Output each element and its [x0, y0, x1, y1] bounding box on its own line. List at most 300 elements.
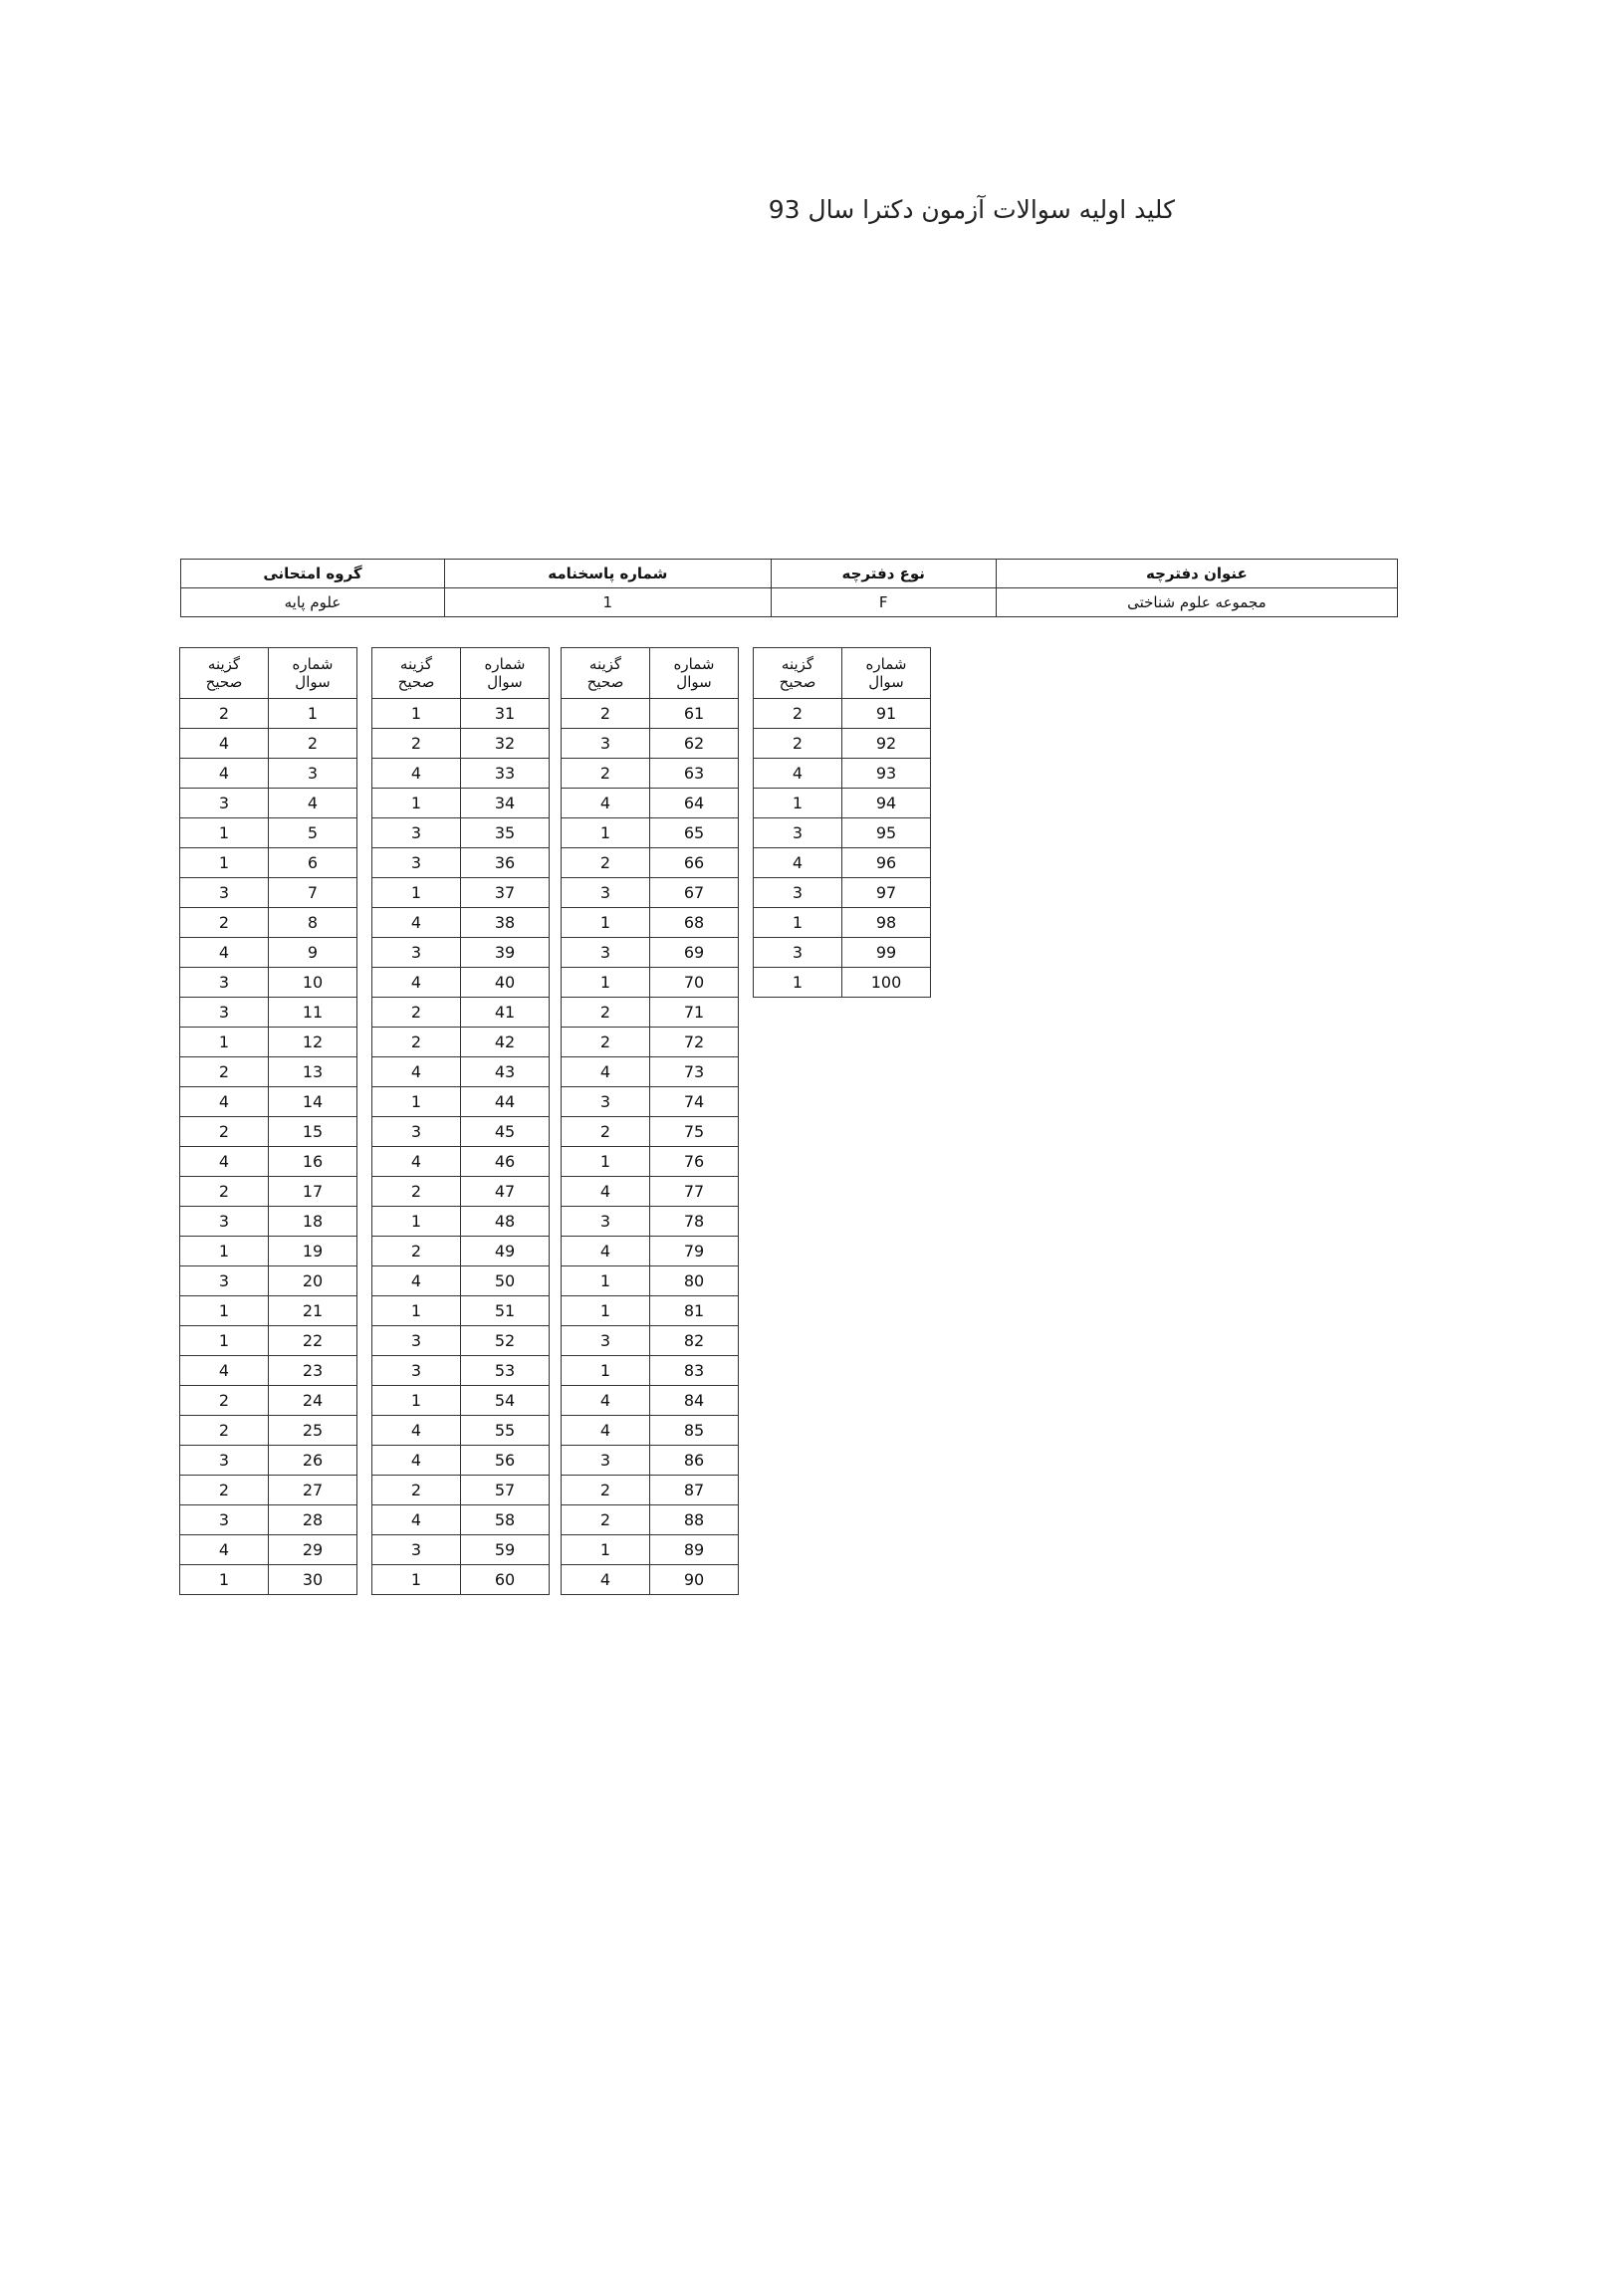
correct-option: 3: [562, 1446, 650, 1476]
correct-option: 1: [372, 789, 461, 818]
question-number: 51: [461, 1296, 550, 1326]
correct-option: 1: [754, 968, 842, 998]
correct-option: 4: [372, 1446, 461, 1476]
correct-option: 3: [562, 1087, 650, 1117]
correct-option: 1: [180, 1326, 269, 1356]
correct-option: 2: [180, 1476, 269, 1505]
correct-option: 1: [562, 1535, 650, 1565]
answer-row: [562, 759, 739, 789]
correct-option: 4: [754, 759, 842, 789]
answer-row: [754, 759, 931, 789]
exam-group-value: علوم پایه: [181, 588, 445, 617]
info-value-row: [181, 588, 1398, 617]
correct-option: 3: [180, 1266, 269, 1296]
answer-key-table: [179, 647, 357, 1595]
question-number: 36: [461, 848, 550, 878]
answer-row: [562, 1505, 739, 1535]
question-number: 33: [461, 759, 550, 789]
correct-option: 4: [180, 1356, 269, 1386]
answer-row: [562, 908, 739, 938]
answer-row: [180, 789, 357, 818]
correct-option: 4: [180, 1147, 269, 1177]
booklet-info-table: [180, 559, 1398, 617]
correct-option: 1: [372, 1386, 461, 1416]
answer-row: [372, 1505, 550, 1535]
correct-option: 4: [372, 759, 461, 789]
question-number: 30: [269, 1565, 357, 1595]
question-number: 92: [842, 729, 931, 759]
booklet-title-value: مجموعه علوم شناختی: [996, 588, 1397, 617]
question-number: 79: [650, 1237, 739, 1266]
question-number: 44: [461, 1087, 550, 1117]
correct-option: 4: [562, 789, 650, 818]
question-number: 54: [461, 1386, 550, 1416]
answer-row: [562, 1386, 739, 1416]
answer-row: [180, 1416, 357, 1446]
correct-option: 4: [372, 1057, 461, 1087]
answer-row: [562, 968, 739, 998]
answer-row: [562, 699, 739, 729]
correct-option: 3: [180, 1505, 269, 1535]
correct-option: 3: [372, 848, 461, 878]
answer-row: [562, 878, 739, 908]
answer-row: [180, 1177, 357, 1207]
question-number: 29: [269, 1535, 357, 1565]
question-number: 90: [650, 1565, 739, 1595]
question-number: 3: [269, 759, 357, 789]
question-number-header: شماره سوال: [842, 648, 931, 699]
question-number: 8: [269, 908, 357, 938]
question-number: 94: [842, 789, 931, 818]
answer-row: [180, 1356, 357, 1386]
question-number: 80: [650, 1266, 739, 1296]
answer-row: [372, 848, 550, 878]
question-number: 86: [650, 1446, 739, 1476]
question-number: 83: [650, 1356, 739, 1386]
question-number: 41: [461, 998, 550, 1028]
answer-row: [562, 938, 739, 968]
correct-option: 3: [372, 818, 461, 848]
question-number: 47: [461, 1177, 550, 1207]
correct-option: 1: [180, 1565, 269, 1595]
correct-option: 2: [372, 998, 461, 1028]
correct-option: 2: [372, 729, 461, 759]
answer-row: [180, 1326, 357, 1356]
question-number: 52: [461, 1326, 550, 1356]
correct-option: 2: [562, 998, 650, 1028]
answer-row: [562, 1117, 739, 1147]
answer-row: [562, 1296, 739, 1326]
answer-row: [180, 1237, 357, 1266]
question-number: 67: [650, 878, 739, 908]
answer-row: [754, 848, 931, 878]
correct-option: 1: [754, 908, 842, 938]
question-number-header: شماره سوال: [650, 648, 739, 699]
correct-option: 3: [372, 1535, 461, 1565]
answer-row: [372, 1356, 550, 1386]
correct-option: 2: [180, 1057, 269, 1087]
question-number: 32: [461, 729, 550, 759]
answer-row: [180, 1117, 357, 1147]
question-number: 98: [842, 908, 931, 938]
question-number: 49: [461, 1237, 550, 1266]
correct-option: 3: [180, 1207, 269, 1237]
answer-key-header-row: [180, 648, 357, 699]
correct-option: 4: [562, 1386, 650, 1416]
answer-row: [372, 1117, 550, 1147]
correct-option-header: گزینه صحیح: [754, 648, 842, 699]
correct-option: 4: [180, 759, 269, 789]
correct-option: 2: [372, 1237, 461, 1266]
correct-option: 3: [180, 1446, 269, 1476]
question-number: 55: [461, 1416, 550, 1446]
correct-option: 4: [372, 1147, 461, 1177]
answer-row: [180, 848, 357, 878]
question-number: 10: [269, 968, 357, 998]
correct-option: 3: [562, 1326, 650, 1356]
answer-row: [372, 1565, 550, 1595]
question-number: 2: [269, 729, 357, 759]
correct-option: 2: [372, 1476, 461, 1505]
correct-option: 4: [372, 1416, 461, 1446]
answer-row: [372, 938, 550, 968]
correct-option: 3: [180, 789, 269, 818]
correct-option: 3: [372, 1356, 461, 1386]
answer-row: [372, 1535, 550, 1565]
answer-row: [180, 729, 357, 759]
correct-option: 1: [562, 1266, 650, 1296]
answer-row: [562, 789, 739, 818]
info-header-row: [181, 560, 1398, 588]
question-number: 88: [650, 1505, 739, 1535]
correct-option: 3: [562, 1207, 650, 1237]
question-number: 45: [461, 1117, 550, 1147]
question-number: 46: [461, 1147, 550, 1177]
answer-row: [372, 818, 550, 848]
correct-option: 4: [372, 1505, 461, 1535]
question-number: 85: [650, 1416, 739, 1446]
correct-option: 3: [754, 878, 842, 908]
answer-row: [180, 1028, 357, 1057]
question-number: 9: [269, 938, 357, 968]
answer-row: [562, 1057, 739, 1087]
answer-key-header-row: [562, 648, 739, 699]
question-number: 21: [269, 1296, 357, 1326]
correct-option: 4: [372, 968, 461, 998]
correct-option: 2: [562, 1117, 650, 1147]
question-number: 65: [650, 818, 739, 848]
question-number: 13: [269, 1057, 357, 1087]
answer-row: [180, 968, 357, 998]
correct-option: 2: [180, 908, 269, 938]
answer-row: [754, 968, 931, 998]
question-number: 60: [461, 1565, 550, 1595]
question-number: 57: [461, 1476, 550, 1505]
answer-row: [562, 848, 739, 878]
answer-row: [372, 1177, 550, 1207]
correct-option: 4: [180, 938, 269, 968]
correct-option: 4: [754, 848, 842, 878]
correct-option: 2: [372, 1177, 461, 1207]
question-number: 89: [650, 1535, 739, 1565]
question-number: 59: [461, 1535, 550, 1565]
question-number: 77: [650, 1177, 739, 1207]
answer-row: [372, 1087, 550, 1117]
question-number: 35: [461, 818, 550, 848]
correct-option: 1: [180, 1028, 269, 1057]
correct-option: 4: [562, 1416, 650, 1446]
correct-option: 1: [372, 1565, 461, 1595]
answer-row: [562, 998, 739, 1028]
question-number: 58: [461, 1505, 550, 1535]
answer-row: [754, 878, 931, 908]
answer-row: [372, 968, 550, 998]
correct-option: 4: [372, 1266, 461, 1296]
question-number: 63: [650, 759, 739, 789]
correct-option: 2: [754, 729, 842, 759]
correct-option: 2: [562, 759, 650, 789]
correct-option: 2: [562, 848, 650, 878]
answer-row: [180, 878, 357, 908]
booklet-type-header: نوع دفترچه: [771, 560, 996, 588]
correct-option: 4: [562, 1057, 650, 1087]
question-number: 31: [461, 699, 550, 729]
answer-key-table: [371, 647, 550, 1595]
answer-sheet-number-header: شماره پاسخنامه: [444, 560, 771, 588]
correct-option: 3: [562, 938, 650, 968]
answer-row: [754, 729, 931, 759]
question-number: 6: [269, 848, 357, 878]
correct-option: 3: [562, 729, 650, 759]
answer-row: [180, 759, 357, 789]
question-number: 22: [269, 1326, 357, 1356]
correct-option: 2: [180, 1117, 269, 1147]
correct-option: 1: [562, 1147, 650, 1177]
correct-option: 3: [180, 878, 269, 908]
correct-option: 1: [562, 908, 650, 938]
correct-option: 2: [562, 1028, 650, 1057]
question-number: 24: [269, 1386, 357, 1416]
question-number: 48: [461, 1207, 550, 1237]
question-number: 97: [842, 878, 931, 908]
answer-row: [562, 1237, 739, 1266]
answer-row: [754, 699, 931, 729]
answer-row: [372, 1386, 550, 1416]
answer-row: [372, 729, 550, 759]
answer-row: [372, 699, 550, 729]
answer-key-table: [753, 647, 931, 998]
answer-row: [562, 1326, 739, 1356]
answer-row: [372, 1207, 550, 1237]
question-number: 34: [461, 789, 550, 818]
question-number: 69: [650, 938, 739, 968]
correct-option: 3: [372, 1117, 461, 1147]
question-number: 20: [269, 1266, 357, 1296]
answer-row: [562, 818, 739, 848]
correct-option: 4: [180, 729, 269, 759]
answer-row: [372, 1326, 550, 1356]
question-number: 100: [842, 968, 931, 998]
question-number: 87: [650, 1476, 739, 1505]
answer-row: [562, 1476, 739, 1505]
correct-option: 1: [372, 1207, 461, 1237]
correct-option: 3: [180, 998, 269, 1028]
answer-row: [180, 818, 357, 848]
correct-option-header: گزینه صحیح: [562, 648, 650, 699]
answer-key-header-row: [372, 648, 550, 699]
answer-row: [754, 789, 931, 818]
answer-row: [562, 1266, 739, 1296]
question-number: 68: [650, 908, 739, 938]
answer-row: [180, 1207, 357, 1237]
question-number: 95: [842, 818, 931, 848]
exam-group-header: گروه امتحانی: [181, 560, 445, 588]
answer-row: [180, 1386, 357, 1416]
correct-option: 4: [562, 1237, 650, 1266]
answer-row: [562, 1177, 739, 1207]
answer-row: [180, 1266, 357, 1296]
answer-row: [372, 1237, 550, 1266]
answer-row: [372, 1476, 550, 1505]
question-number: 40: [461, 968, 550, 998]
question-number: 42: [461, 1028, 550, 1057]
answer-row: [562, 1446, 739, 1476]
question-number: 25: [269, 1416, 357, 1446]
question-number: 93: [842, 759, 931, 789]
question-number: 78: [650, 1207, 739, 1237]
answer-row: [562, 1207, 739, 1237]
answer-row: [562, 1356, 739, 1386]
question-number: 82: [650, 1326, 739, 1356]
question-number: 7: [269, 878, 357, 908]
question-number: 12: [269, 1028, 357, 1057]
question-number: 75: [650, 1117, 739, 1147]
correct-option: 2: [562, 1505, 650, 1535]
answer-row: [180, 908, 357, 938]
answer-row: [180, 1087, 357, 1117]
correct-option: 1: [372, 699, 461, 729]
answer-row: [562, 1087, 739, 1117]
page-title: کلید اولیه سوالات آزمون دکترا سال 93: [768, 195, 1175, 224]
question-number: 73: [650, 1057, 739, 1087]
answer-row: [372, 908, 550, 938]
correct-option: 3: [372, 1326, 461, 1356]
correct-option: 2: [562, 1476, 650, 1505]
answer-row: [372, 1028, 550, 1057]
answer-row: [180, 1476, 357, 1505]
answer-row: [180, 699, 357, 729]
answer-row: [180, 1446, 357, 1476]
correct-option: 1: [562, 1356, 650, 1386]
answer-key-header-row: [754, 648, 931, 699]
question-number: 56: [461, 1446, 550, 1476]
correct-option: 1: [562, 968, 650, 998]
question-number: 27: [269, 1476, 357, 1505]
answer-row: [562, 729, 739, 759]
question-number: 15: [269, 1117, 357, 1147]
correct-option: 2: [180, 699, 269, 729]
question-number: 26: [269, 1446, 357, 1476]
question-number: 96: [842, 848, 931, 878]
correct-option: 1: [754, 789, 842, 818]
question-number: 81: [650, 1296, 739, 1326]
correct-option: 2: [562, 699, 650, 729]
answer-key-table: [561, 647, 739, 1595]
question-number: 61: [650, 699, 739, 729]
correct-option: 2: [754, 699, 842, 729]
answer-row: [180, 938, 357, 968]
question-number: 37: [461, 878, 550, 908]
question-number: 64: [650, 789, 739, 818]
answer-row: [372, 1147, 550, 1177]
answer-row: [372, 1296, 550, 1326]
booklet-type-value: F: [771, 588, 996, 617]
question-number: 38: [461, 908, 550, 938]
answer-row: [180, 1505, 357, 1535]
correct-option: 3: [372, 938, 461, 968]
question-number: 11: [269, 998, 357, 1028]
answer-row: [562, 1416, 739, 1446]
question-number-header: شماره سوال: [269, 648, 357, 699]
correct-option: 1: [180, 1237, 269, 1266]
correct-option: 1: [180, 818, 269, 848]
correct-option: 3: [754, 818, 842, 848]
answer-sheet-number-value: 1: [444, 588, 771, 617]
answer-row: [180, 1535, 357, 1565]
question-number: 99: [842, 938, 931, 968]
question-number: 50: [461, 1266, 550, 1296]
correct-option: 2: [372, 1028, 461, 1057]
answer-row: [180, 1057, 357, 1087]
answer-row: [372, 1266, 550, 1296]
correct-option: 4: [180, 1087, 269, 1117]
question-number: 43: [461, 1057, 550, 1087]
answer-row: [372, 1416, 550, 1446]
correct-option-header: گزینه صحیح: [180, 648, 269, 699]
question-number: 62: [650, 729, 739, 759]
answer-row: [180, 1147, 357, 1177]
correct-option: 4: [180, 1535, 269, 1565]
question-number: 71: [650, 998, 739, 1028]
question-number: 18: [269, 1207, 357, 1237]
question-number: 19: [269, 1237, 357, 1266]
answer-row: [180, 1565, 357, 1595]
question-number: 17: [269, 1177, 357, 1207]
answer-row: [372, 759, 550, 789]
question-number: 74: [650, 1087, 739, 1117]
question-number: 70: [650, 968, 739, 998]
question-number: 66: [650, 848, 739, 878]
correct-option: 3: [562, 878, 650, 908]
question-number: 1: [269, 699, 357, 729]
answer-row: [562, 1565, 739, 1595]
question-number: 76: [650, 1147, 739, 1177]
correct-option: 4: [562, 1177, 650, 1207]
answer-row: [754, 908, 931, 938]
answer-row: [372, 878, 550, 908]
question-number: 5: [269, 818, 357, 848]
correct-option: 4: [372, 908, 461, 938]
question-number: 4: [269, 789, 357, 818]
question-number: 14: [269, 1087, 357, 1117]
answer-row: [562, 1147, 739, 1177]
correct-option: 2: [180, 1177, 269, 1207]
correct-option: 4: [562, 1565, 650, 1595]
answer-row: [180, 1296, 357, 1326]
correct-option: 1: [180, 848, 269, 878]
question-number: 53: [461, 1356, 550, 1386]
correct-option: 2: [180, 1386, 269, 1416]
